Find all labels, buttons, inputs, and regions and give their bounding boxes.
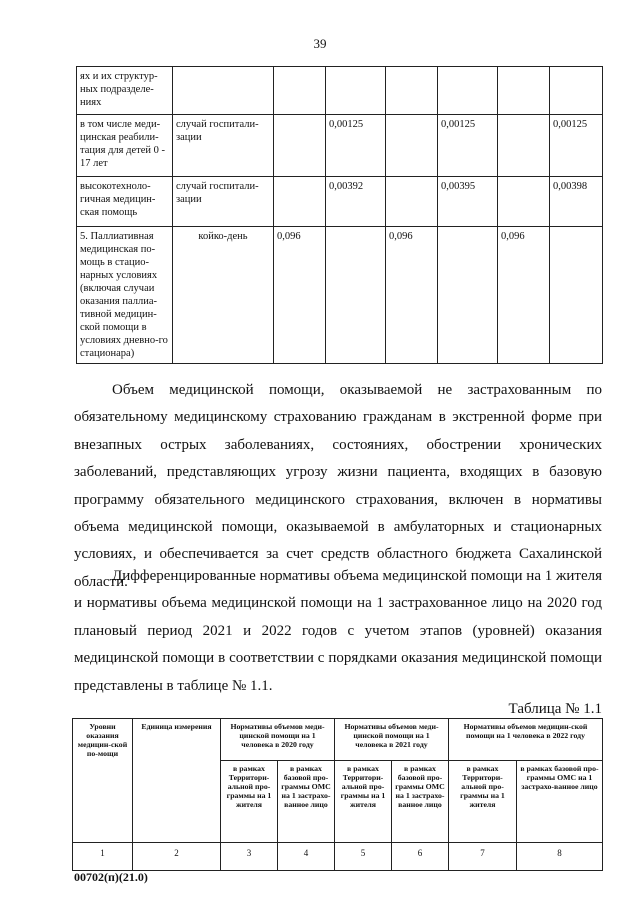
header-2020: Нормативы объемов меди-цинской помощи на 1 человека в 2020 году [221,719,335,761]
subheader-territorial: в рамках Территори-альной про-граммы на 1 жителя [449,761,517,843]
value-cell: 0,096 [498,227,550,364]
table-1-1 [72,718,603,871]
row-unit: случай госпитали-зации [173,115,274,177]
subheader-oms: в рамках базовой про-граммы ОМС на 1 застрахо-ванное лицо [517,761,603,843]
value-cell: 0,00398 [550,177,603,227]
subheader-territorial: в рамках Территори-альной про-граммы на 1 жителя [335,761,392,843]
column-number: 1 [73,843,133,871]
header-2022: Нормативы объемов медицин-ской помощи на 1 человека в 2022 году [449,719,603,761]
subheader-oms: в рамках базовой про-граммы ОМС на 1 застрахо-ванное лицо [278,761,335,843]
column-number: 2 [133,843,221,871]
value-cell: 0,00125 [550,115,603,177]
table-caption: Таблица № 1.1 [508,701,602,717]
table-row [77,115,603,177]
header-2021: Нормативы объемов меди-цинской помощи на 1 человека в 2021 году [335,719,449,761]
page-number: 39 [313,36,327,51]
header-unit: Единица измерения [133,719,221,843]
subheader-oms: в рамках базовой про-граммы ОМС на 1 застрахо-ванное лицо [392,761,449,843]
footer-code: 00702(п)(21.0) [74,870,148,884]
row-name: ях и их структур-ных подразделе-ниях [77,67,173,115]
value-cell: 0,00392 [326,177,386,227]
row-unit [173,67,274,115]
value-cell: 0,096 [386,227,438,364]
value-cell: 0,00125 [326,115,386,177]
column-number: 4 [278,843,335,871]
value-cell: 0,00395 [438,177,498,227]
row-name: в том числе меди-цинская реабили-тация для детей 0 - 17 лет [77,115,173,177]
paragraph-emergency-care: Объем медицинской помощи, оказываемой не застрахованным по обязательному медицинскому страхованию гражданам в экстренной форме при внезапных острых заболеваниях, состояниях, обострении хронических заболеваний, представляющих угрозу жизни пациента, входящих в базовую программу обязательного медицинского страхования, включен в нормативы объема медицинской помощи, оказываемой в амбулаторных и стационарных условиях, и обеспечивается за счет средств областного бюджета Сахалинской области. [74,382,602,590]
row-name: 5. Паллиативная медицинская по-мощь в стацио-нарных условиях (включая случаи оказания паллиа-тивной медицин-ской помощи в условиях дневно-го стационара) [77,227,173,364]
table-row [77,227,603,364]
paragraph-differentiated-norms: Дифференцированные нормативы объема медицинской помощи на 1 жителя и нормативы объема медицинской помощи на 1 застрахованное лицо на 2020 год плановый период 2021 и 2022 годов с учетом этапов (уровней) оказания медицинской помощи в соответствии с порядками оказания медицинской помощи представлены в таблице № 1.1. [74,568,602,694]
row-name: высокотехноло-гичная медицин-ская помощь [77,177,173,227]
column-number: 5 [335,843,392,871]
table-header-row [73,719,603,761]
row-unit: койко-день [173,227,274,364]
column-number-row [73,843,603,871]
column-number: 7 [449,843,517,871]
column-number: 6 [392,843,449,871]
column-number: 8 [517,843,603,871]
row-unit: случай госпитали-зации [173,177,274,227]
value-cell: 0,096 [274,227,326,364]
table-row [77,177,603,227]
subheader-territorial: в рамках Территори-альной про-граммы на 1 жителя [221,761,278,843]
column-number: 3 [221,843,278,871]
header-levels: Уровни оказания медицин-ской по-мощи [73,719,133,843]
value-cell: 0,00125 [438,115,498,177]
continuation-table [76,66,603,364]
table-row [77,67,603,115]
